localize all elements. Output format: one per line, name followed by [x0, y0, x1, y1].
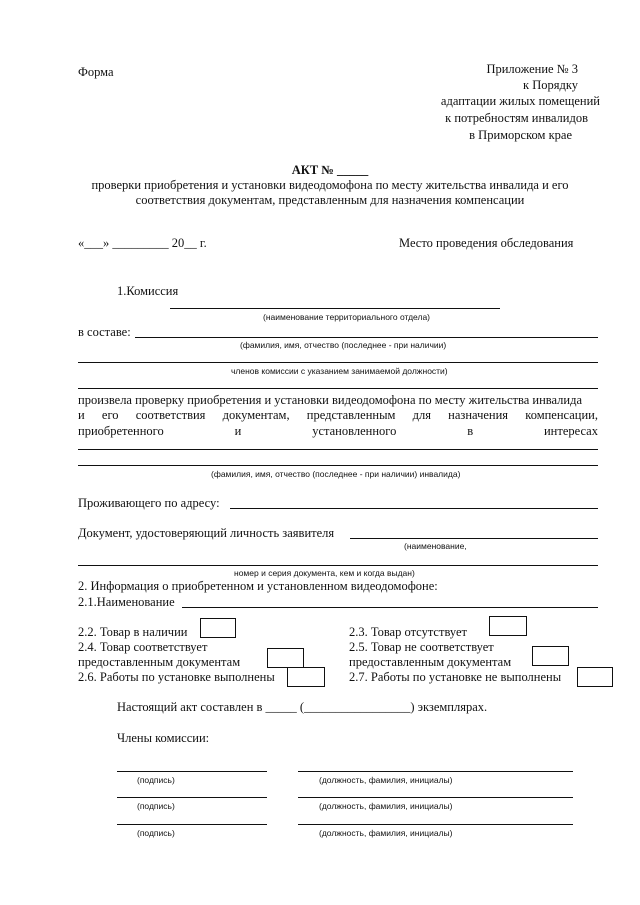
checkbox-done[interactable] — [287, 667, 325, 687]
hint-department: (наименование территориального отдела) — [263, 312, 431, 322]
sign-hint: (подпись) — [137, 801, 175, 811]
para-word-4: в — [467, 424, 474, 438]
signature-line[interactable] — [117, 771, 267, 772]
composition-line-2[interactable] — [78, 362, 598, 363]
sign-hint: (подпись) — [137, 775, 175, 785]
composition-line-3[interactable] — [78, 388, 598, 389]
checkbox-missing[interactable] — [489, 616, 527, 636]
para-line-3 — [78, 424, 598, 439]
position-hint: (должность, фамилия, инициалы) — [319, 828, 453, 838]
annex-line-3: адаптации жилых помещений — [440, 94, 600, 108]
item-in-stock: 2.2. Товар в наличии — [78, 625, 188, 639]
annex-line-4: к потребностям инвалидов — [445, 111, 588, 125]
place-label: Место проведения обследования — [399, 236, 574, 250]
para-line-1: произвела проверку приобретения и установки видеодомофона по месту жительства инвалида — [78, 393, 582, 407]
para-word-2: и — [234, 424, 242, 438]
hint-doc-number: номер и серия документа, кем и когда выдан) — [234, 568, 415, 578]
name-label: 2.1.Наименование — [78, 595, 175, 609]
act-title: АКТ № _____ — [291, 163, 369, 177]
hint-members: членов комиссии с указанием занимаемой должности) — [231, 366, 448, 376]
hint-doc-name: (наименование, — [404, 541, 467, 551]
address-line[interactable] — [230, 508, 598, 509]
position-hint: (должность, фамилия, инициалы) — [319, 775, 453, 785]
hint-invalid: (фамилия, имя, отчество (последнее - при наличии) инвалида) — [211, 469, 461, 479]
position-line[interactable] — [298, 771, 573, 772]
signature-line[interactable] — [117, 797, 267, 798]
members-label: Члены комиссии: — [117, 731, 210, 745]
composition-label: в составе: — [78, 325, 131, 339]
document-line[interactable] — [350, 538, 598, 539]
item-not-matches-2: предоставленным документам — [349, 655, 512, 669]
date-line[interactable]: «___» _________ 20__ г. — [78, 236, 207, 250]
commission-heading: 1.Комиссия — [117, 284, 179, 298]
item-matches-2: предоставленным документам — [78, 655, 241, 669]
name-line[interactable] — [182, 607, 598, 608]
act-subtitle-2: соответствия документам, представленным для назначения компенсации — [135, 193, 525, 207]
checkbox-not-done[interactable] — [577, 667, 613, 687]
invalid-line-2[interactable] — [78, 465, 598, 466]
section2-heading: 2. Информация о приобретенном и установленном видеодомофоне: — [78, 579, 438, 593]
para-word-3: установленного — [312, 424, 397, 438]
item-done: 2.6. Работы по установке выполнены — [78, 670, 275, 684]
annex-line-1: Приложение № 3 — [486, 62, 578, 76]
copies-text: Настоящий акт составлен в _____ (_________________) экземплярах. — [117, 700, 488, 714]
item-not-done: 2.7. Работы по установке не выполнены — [349, 670, 562, 684]
act-subtitle-1: проверки приобретения и установки видеодомофона по месту жительства инвалида и его — [91, 178, 569, 192]
position-line[interactable] — [298, 824, 573, 825]
address-label: Проживающего по адресу: — [78, 496, 220, 510]
checkbox-matches[interactable] — [267, 648, 304, 668]
position-line[interactable] — [298, 797, 573, 798]
item-matches-1: 2.4. Товар соответствует — [78, 640, 208, 654]
para-line-2: и его соответствия документам, представленным для назначения компенсации, — [78, 408, 598, 422]
invalid-line-1[interactable] — [78, 449, 598, 450]
checkbox-not-matches[interactable] — [532, 646, 569, 666]
hint-fio: (фамилия, имя, отчество (последнее - при наличии) — [240, 340, 447, 350]
position-hint: (должность, фамилия, инициалы) — [319, 801, 453, 811]
signature-line[interactable] — [117, 824, 267, 825]
department-line[interactable] — [170, 308, 500, 309]
document-line-2[interactable] — [78, 565, 598, 566]
para-word-1: приобретенного — [78, 424, 164, 438]
sign-hint: (подпись) — [137, 828, 175, 838]
item-not-matches-1: 2.5. Товар не соответствует — [349, 640, 494, 654]
annex-line-2: к Порядку — [523, 78, 578, 92]
para-word-5: интересах — [543, 424, 598, 438]
composition-line[interactable] — [135, 337, 598, 338]
document-label: Документ, удостоверяющий личность заявителя — [78, 526, 335, 540]
item-missing: 2.3. Товар отсутствует — [349, 625, 468, 639]
checkbox-in-stock[interactable] — [200, 618, 236, 638]
form-label: Форма — [78, 65, 114, 79]
annex-line-5: в Приморском крае — [469, 128, 572, 142]
